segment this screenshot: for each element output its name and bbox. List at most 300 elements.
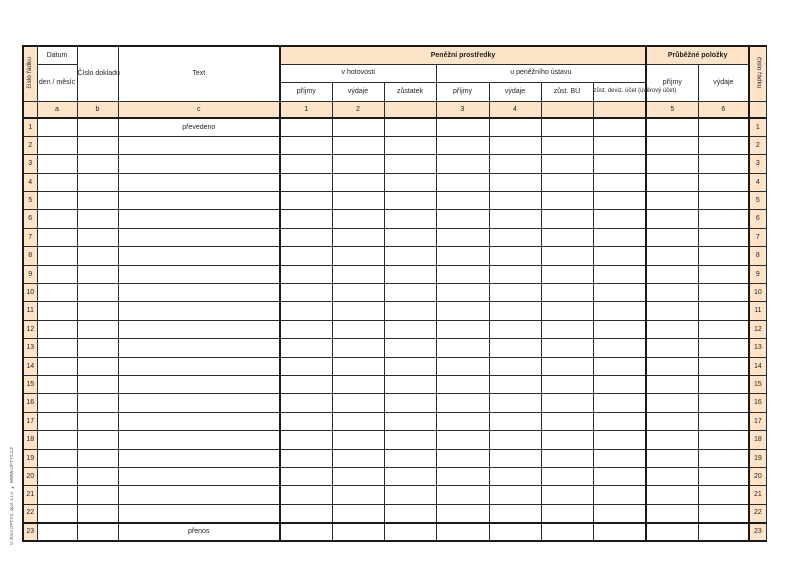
- foreign-balance-cell[interactable]: [593, 284, 646, 302]
- cash-expense-cell[interactable]: [332, 210, 384, 228]
- bank-expense-cell[interactable]: [489, 284, 541, 302]
- text-cell[interactable]: přenos: [118, 523, 280, 541]
- bank-income-cell[interactable]: [436, 118, 489, 136]
- bank-expense-cell[interactable]: [489, 136, 541, 154]
- bank-income-cell[interactable]: [436, 136, 489, 154]
- bank-balance-cell[interactable]: [541, 155, 593, 173]
- document-number-cell[interactable]: [77, 228, 118, 246]
- cash-balance-cell[interactable]: [384, 155, 436, 173]
- date-cell[interactable]: [37, 210, 77, 228]
- bank-balance-cell[interactable]: [541, 486, 593, 504]
- cash-income-cell[interactable]: [280, 431, 332, 449]
- date-cell[interactable]: [37, 192, 77, 210]
- cash-expense-cell[interactable]: [332, 320, 384, 338]
- date-cell[interactable]: [37, 431, 77, 449]
- transit-expense-cell[interactable]: [698, 412, 749, 430]
- cash-balance-cell[interactable]: [384, 265, 436, 283]
- transit-expense-header: výdaje: [698, 64, 749, 101]
- foreign-balance-cell[interactable]: [593, 192, 646, 210]
- cash-expense-cell[interactable]: [332, 486, 384, 504]
- text-cell[interactable]: [118, 394, 280, 412]
- bank-income-cell[interactable]: [436, 412, 489, 430]
- bank-income-cell[interactable]: [436, 449, 489, 467]
- document-number-cell[interactable]: [77, 173, 118, 191]
- transit-income-cell[interactable]: [646, 339, 698, 357]
- date-header: Datum: [37, 46, 77, 64]
- document-number-cell[interactable]: [77, 247, 118, 265]
- cash-income-cell[interactable]: [280, 247, 332, 265]
- transit-income-cell[interactable]: [646, 155, 698, 173]
- bank-income-cell[interactable]: [436, 357, 489, 375]
- bank-income-cell[interactable]: [436, 210, 489, 228]
- bank-income-cell[interactable]: [436, 247, 489, 265]
- bank-income-cell[interactable]: [436, 375, 489, 393]
- document-number-cell[interactable]: [77, 431, 118, 449]
- bank-expense-cell[interactable]: [489, 449, 541, 467]
- cash-balance-cell[interactable]: [384, 431, 436, 449]
- bank-balance-cell[interactable]: [541, 504, 593, 522]
- date-cell[interactable]: [37, 265, 77, 283]
- bank-balance-cell[interactable]: [541, 247, 593, 265]
- document-number-cell[interactable]: [77, 375, 118, 393]
- transit-expense-cell[interactable]: [698, 394, 749, 412]
- document-number-cell[interactable]: [77, 486, 118, 504]
- bank-balance-cell[interactable]: [541, 357, 593, 375]
- table-row: [23, 265, 766, 283]
- bank-expense-cell[interactable]: [489, 339, 541, 357]
- cash-balance-cell[interactable]: [384, 320, 436, 338]
- bank-expense-cell[interactable]: [489, 118, 541, 136]
- transit-expense-cell[interactable]: [698, 118, 749, 136]
- cash-expense-cell[interactable]: [332, 449, 384, 467]
- cash-balance-cell[interactable]: [384, 339, 436, 357]
- transit-expense-cell[interactable]: [698, 467, 749, 485]
- bank-income-cell[interactable]: [436, 394, 489, 412]
- bank-expense-cell[interactable]: [489, 523, 541, 541]
- bank-expense-cell[interactable]: [489, 247, 541, 265]
- transit-income-cell[interactable]: [646, 394, 698, 412]
- date-cell[interactable]: [37, 320, 77, 338]
- cash-expense-cell[interactable]: [332, 504, 384, 522]
- cash-balance-cell[interactable]: [384, 302, 436, 320]
- cash-expense-cell[interactable]: [332, 357, 384, 375]
- text-cell[interactable]: [118, 210, 280, 228]
- bank-balance-cell[interactable]: [541, 284, 593, 302]
- cash-balance-cell[interactable]: [384, 173, 436, 191]
- cash-income-cell[interactable]: [280, 394, 332, 412]
- row-number-left: 19: [23, 449, 37, 467]
- cash-expense-cell[interactable]: [332, 192, 384, 210]
- cash-expense-cell[interactable]: [332, 118, 384, 136]
- row-number-right: 22: [749, 504, 766, 522]
- cash-income-cell[interactable]: [280, 504, 332, 522]
- cash-income-cell[interactable]: [280, 136, 332, 154]
- bank-balance-cell[interactable]: [541, 523, 593, 541]
- bank-expense-cell[interactable]: [489, 210, 541, 228]
- transit-income-cell[interactable]: [646, 504, 698, 522]
- cash-income-cell[interactable]: [280, 192, 332, 210]
- transit-income-cell[interactable]: [646, 320, 698, 338]
- cash-balance-cell[interactable]: [384, 284, 436, 302]
- document-number-cell[interactable]: [77, 284, 118, 302]
- transit-expense-cell[interactable]: [698, 486, 749, 504]
- bank-balance-cell[interactable]: [541, 449, 593, 467]
- document-number-cell[interactable]: [77, 265, 118, 283]
- text-cell[interactable]: [118, 320, 280, 338]
- bank-income-cell[interactable]: [436, 192, 489, 210]
- text-cell[interactable]: [118, 449, 280, 467]
- cash-expense-cell[interactable]: [332, 136, 384, 154]
- cash-income-cell[interactable]: [280, 449, 332, 467]
- date-cell[interactable]: [37, 357, 77, 375]
- bank-balance-cell[interactable]: [541, 302, 593, 320]
- date-cell[interactable]: [37, 247, 77, 265]
- row-number-left: 18: [23, 431, 37, 449]
- foreign-balance-cell[interactable]: [593, 173, 646, 191]
- cash-income-cell[interactable]: [280, 228, 332, 246]
- cash-expense-cell[interactable]: [332, 228, 384, 246]
- cash-income-cell[interactable]: [280, 339, 332, 357]
- bank-income-cell[interactable]: [436, 155, 489, 173]
- table-row: [23, 247, 766, 265]
- text-cell[interactable]: [118, 412, 280, 430]
- transit-income-cell[interactable]: [646, 412, 698, 430]
- document-number-cell[interactable]: [77, 339, 118, 357]
- foreign-balance-cell[interactable]: [593, 136, 646, 154]
- bank-income-cell[interactable]: [436, 320, 489, 338]
- bank-expense-cell[interactable]: [489, 302, 541, 320]
- transit-income-cell[interactable]: [646, 173, 698, 191]
- document-number-cell[interactable]: [77, 210, 118, 228]
- cash-income-cell[interactable]: [280, 412, 332, 430]
- cash-expense-cell[interactable]: [332, 467, 384, 485]
- cash-expense-cell[interactable]: [332, 523, 384, 541]
- foreign-balance-cell[interactable]: [593, 375, 646, 393]
- date-cell[interactable]: [37, 118, 77, 136]
- bank-expense-cell[interactable]: [489, 486, 541, 504]
- cash-balance-cell[interactable]: [384, 394, 436, 412]
- row-number-left: 4: [23, 173, 37, 191]
- transit-income-cell[interactable]: [646, 284, 698, 302]
- cash-balance-cell[interactable]: [384, 504, 436, 522]
- row-number-left: 6: [23, 210, 37, 228]
- foreign-balance-cell[interactable]: [593, 210, 646, 228]
- bank-balance-cell[interactable]: [541, 136, 593, 154]
- code-5: 5: [646, 101, 698, 118]
- cash-expense-cell[interactable]: [332, 284, 384, 302]
- cash-income-cell[interactable]: [280, 523, 332, 541]
- table-row: [23, 375, 766, 393]
- transit-expense-cell[interactable]: [698, 210, 749, 228]
- cash-income-cell[interactable]: [280, 173, 332, 191]
- cash-income-cell[interactable]: [280, 302, 332, 320]
- text-cell[interactable]: [118, 302, 280, 320]
- transit-income-cell[interactable]: [646, 523, 698, 541]
- date-cell[interactable]: [37, 339, 77, 357]
- date-cell[interactable]: [37, 412, 77, 430]
- table-row: [23, 486, 766, 504]
- cash-expense-cell[interactable]: [332, 247, 384, 265]
- document-number-cell[interactable]: [77, 192, 118, 210]
- cash-income-cell[interactable]: [280, 320, 332, 338]
- foreign-balance-cell[interactable]: [593, 155, 646, 173]
- bank-income-cell[interactable]: [436, 523, 489, 541]
- bank-balance-cell[interactable]: [541, 339, 593, 357]
- date-cell[interactable]: [37, 173, 77, 191]
- transit-expense-cell[interactable]: [698, 228, 749, 246]
- transit-expense-cell[interactable]: [698, 504, 749, 522]
- text-cell[interactable]: [118, 247, 280, 265]
- transit-expense-cell[interactable]: [698, 155, 749, 173]
- document-number-cell[interactable]: [77, 449, 118, 467]
- cash-balance-cell[interactable]: [384, 136, 436, 154]
- date-cell[interactable]: [37, 375, 77, 393]
- bank-header: u peněžního ústavu: [436, 64, 646, 82]
- bank-balance-cell[interactable]: [541, 467, 593, 485]
- transit-income-cell[interactable]: [646, 375, 698, 393]
- foreign-balance-cell[interactable]: [593, 431, 646, 449]
- foreign-balance-cell[interactable]: [593, 320, 646, 338]
- bank-balance-cell[interactable]: [541, 192, 593, 210]
- transit-expense-cell[interactable]: [698, 173, 749, 191]
- cash-balance-cell[interactable]: [384, 192, 436, 210]
- bank-expense-cell[interactable]: [489, 173, 541, 191]
- text-cell[interactable]: [118, 431, 280, 449]
- transit-expense-cell[interactable]: [698, 339, 749, 357]
- bank-balance-header: zůst. BÚ: [541, 82, 593, 101]
- text-cell[interactable]: [118, 375, 280, 393]
- cash-expense-cell[interactable]: [332, 375, 384, 393]
- bank-balance-cell[interactable]: [541, 394, 593, 412]
- document-number-cell[interactable]: [77, 504, 118, 522]
- transit-income-cell[interactable]: [646, 192, 698, 210]
- table-row: [23, 284, 766, 302]
- transit-expense-cell[interactable]: [698, 265, 749, 283]
- document-number-cell[interactable]: [77, 467, 118, 485]
- bank-balance-cell[interactable]: [541, 375, 593, 393]
- bank-balance-cell[interactable]: [541, 265, 593, 283]
- bank-income-cell[interactable]: [436, 228, 489, 246]
- bank-income-cell[interactable]: [436, 302, 489, 320]
- cash-expense-cell[interactable]: [332, 155, 384, 173]
- transit-expense-cell[interactable]: [698, 320, 749, 338]
- document-number-cell[interactable]: [77, 136, 118, 154]
- cash-balance-cell[interactable]: [384, 412, 436, 430]
- cash-book-form: [22, 45, 765, 545]
- cash-balance-cell[interactable]: [384, 118, 436, 136]
- bank-expense-cell[interactable]: [489, 357, 541, 375]
- cash-balance-cell[interactable]: [384, 449, 436, 467]
- bank-balance-cell[interactable]: [541, 210, 593, 228]
- cash-income-cell[interactable]: [280, 467, 332, 485]
- row-number-right: 4: [749, 173, 766, 191]
- foreign-balance-cell[interactable]: [593, 118, 646, 136]
- bank-expense-cell[interactable]: [489, 320, 541, 338]
- date-cell[interactable]: [37, 449, 77, 467]
- foreign-balance-cell[interactable]: [593, 486, 646, 504]
- foreign-balance-cell[interactable]: [593, 265, 646, 283]
- bank-expense-cell[interactable]: [489, 155, 541, 173]
- foreign-balance-cell[interactable]: [593, 504, 646, 522]
- bank-balance-cell[interactable]: [541, 173, 593, 191]
- date-cell[interactable]: [37, 523, 77, 541]
- bank-income-cell[interactable]: [436, 467, 489, 485]
- text-cell[interactable]: [118, 228, 280, 246]
- transit-expense-cell[interactable]: [698, 375, 749, 393]
- transit-income-cell[interactable]: [646, 302, 698, 320]
- cash-expense-cell[interactable]: [332, 412, 384, 430]
- text-cell[interactable]: [118, 155, 280, 173]
- transit-expense-cell[interactable]: [698, 136, 749, 154]
- transit-expense-cell[interactable]: [698, 247, 749, 265]
- document-number-cell[interactable]: [77, 412, 118, 430]
- transit-expense-cell[interactable]: [698, 431, 749, 449]
- foreign-balance-cell[interactable]: [593, 247, 646, 265]
- date-cell[interactable]: [37, 284, 77, 302]
- bank-income-cell[interactable]: [436, 339, 489, 357]
- cash-balance-cell[interactable]: [384, 357, 436, 375]
- cash-balance-cell[interactable]: [384, 247, 436, 265]
- cash-expense-cell[interactable]: [332, 394, 384, 412]
- text-cell[interactable]: [118, 192, 280, 210]
- document-number-cell[interactable]: [77, 302, 118, 320]
- transit-income-cell[interactable]: [646, 467, 698, 485]
- transit-income-cell[interactable]: [646, 431, 698, 449]
- cash-balance-cell[interactable]: [384, 467, 436, 485]
- bank-expense-cell[interactable]: [489, 412, 541, 430]
- foreign-balance-cell[interactable]: [593, 228, 646, 246]
- bank-income-cell[interactable]: [436, 504, 489, 522]
- foreign-balance-cell[interactable]: [593, 339, 646, 357]
- text-cell[interactable]: [118, 486, 280, 504]
- text-cell[interactable]: převedeno: [118, 118, 280, 136]
- transit-expense-cell[interactable]: [698, 449, 749, 467]
- bank-expense-cell[interactable]: [489, 228, 541, 246]
- cash-on-hand-header: v hotovosti: [280, 64, 436, 82]
- foreign-balance-cell[interactable]: [593, 523, 646, 541]
- transit-expense-cell[interactable]: [698, 357, 749, 375]
- bank-balance-cell[interactable]: [541, 118, 593, 136]
- transit-income-cell[interactable]: [646, 357, 698, 375]
- cash-balance-cell[interactable]: [384, 523, 436, 541]
- row-number-left: 23: [23, 523, 37, 541]
- document-number-cell[interactable]: [77, 320, 118, 338]
- transit-income-cell[interactable]: [646, 486, 698, 504]
- date-cell[interactable]: [37, 136, 77, 154]
- document-number-cell[interactable]: [77, 118, 118, 136]
- date-cell[interactable]: [37, 302, 77, 320]
- document-number-cell[interactable]: [77, 523, 118, 541]
- cash-income-cell[interactable]: [280, 210, 332, 228]
- bank-balance-cell[interactable]: [541, 412, 593, 430]
- bank-expense-cell[interactable]: [489, 192, 541, 210]
- cash-expense-cell[interactable]: [332, 302, 384, 320]
- transit-income-cell[interactable]: [646, 247, 698, 265]
- row-number-left: 13: [23, 339, 37, 357]
- transit-income-cell[interactable]: [646, 449, 698, 467]
- transit-income-cell[interactable]: [646, 265, 698, 283]
- transit-income-cell[interactable]: [646, 228, 698, 246]
- foreign-balance-cell[interactable]: [593, 449, 646, 467]
- cash-expense-cell[interactable]: [332, 173, 384, 191]
- cash-income-cell[interactable]: [280, 357, 332, 375]
- bank-expense-cell[interactable]: [489, 265, 541, 283]
- foreign-balance-cell[interactable]: [593, 357, 646, 375]
- date-cell[interactable]: [37, 504, 77, 522]
- bank-balance-cell[interactable]: [541, 320, 593, 338]
- foreign-balance-cell[interactable]: [593, 467, 646, 485]
- date-cell[interactable]: [37, 155, 77, 173]
- bank-expense-cell[interactable]: [489, 375, 541, 393]
- bank-balance-cell[interactable]: [541, 228, 593, 246]
- row-number-left: 2: [23, 136, 37, 154]
- text-cell[interactable]: [118, 136, 280, 154]
- text-cell[interactable]: [118, 339, 280, 357]
- foreign-balance-cell[interactable]: [593, 394, 646, 412]
- bank-income-cell[interactable]: [436, 431, 489, 449]
- text-cell[interactable]: [118, 504, 280, 522]
- document-number-cell[interactable]: [77, 394, 118, 412]
- transit-expense-cell[interactable]: [698, 192, 749, 210]
- date-cell[interactable]: [37, 467, 77, 485]
- cash-income-cell[interactable]: [280, 118, 332, 136]
- bank-expense-cell[interactable]: [489, 394, 541, 412]
- bank-balance-cell[interactable]: [541, 431, 593, 449]
- transit-income-cell[interactable]: [646, 118, 698, 136]
- cash-balance-cell[interactable]: [384, 375, 436, 393]
- bank-income-cell[interactable]: [436, 486, 489, 504]
- cash-income-cell[interactable]: [280, 284, 332, 302]
- cash-expense-cell[interactable]: [332, 265, 384, 283]
- date-cell[interactable]: [37, 228, 77, 246]
- cash-balance-cell[interactable]: [384, 228, 436, 246]
- transit-expense-cell[interactable]: [698, 523, 749, 541]
- cash-income-cell[interactable]: [280, 486, 332, 504]
- table-row: [23, 357, 766, 375]
- row-number-right: 20: [749, 467, 766, 485]
- bank-income-cell[interactable]: [436, 173, 489, 191]
- text-cell[interactable]: [118, 467, 280, 485]
- transit-income-cell[interactable]: [646, 136, 698, 154]
- foreign-balance-cell[interactable]: [593, 412, 646, 430]
- date-cell[interactable]: [37, 394, 77, 412]
- transit-expense-cell[interactable]: [698, 284, 749, 302]
- transit-income-cell[interactable]: [646, 210, 698, 228]
- bank-expense-cell[interactable]: [489, 467, 541, 485]
- document-number-cell[interactable]: [77, 155, 118, 173]
- document-number-cell[interactable]: [77, 357, 118, 375]
- cash-income-cell[interactable]: [280, 375, 332, 393]
- bank-income-cell[interactable]: [436, 284, 489, 302]
- transit-expense-cell[interactable]: [698, 302, 749, 320]
- bank-expense-cell[interactable]: [489, 431, 541, 449]
- text-cell[interactable]: [118, 357, 280, 375]
- cash-income-cell[interactable]: [280, 155, 332, 173]
- bank-income-cell[interactable]: [436, 265, 489, 283]
- bank-expense-cell[interactable]: [489, 504, 541, 522]
- text-cell[interactable]: [118, 284, 280, 302]
- foreign-balance-cell[interactable]: [593, 302, 646, 320]
- cash-income-cell[interactable]: [280, 265, 332, 283]
- row-number-left: 7: [23, 228, 37, 246]
- text-cell[interactable]: [118, 173, 280, 191]
- cash-balance-cell[interactable]: [384, 486, 436, 504]
- cash-expense-cell[interactable]: [332, 431, 384, 449]
- text-cell[interactable]: [118, 265, 280, 283]
- cash-balance-cell[interactable]: [384, 210, 436, 228]
- cash-expense-cell[interactable]: [332, 339, 384, 357]
- date-cell[interactable]: [37, 486, 77, 504]
